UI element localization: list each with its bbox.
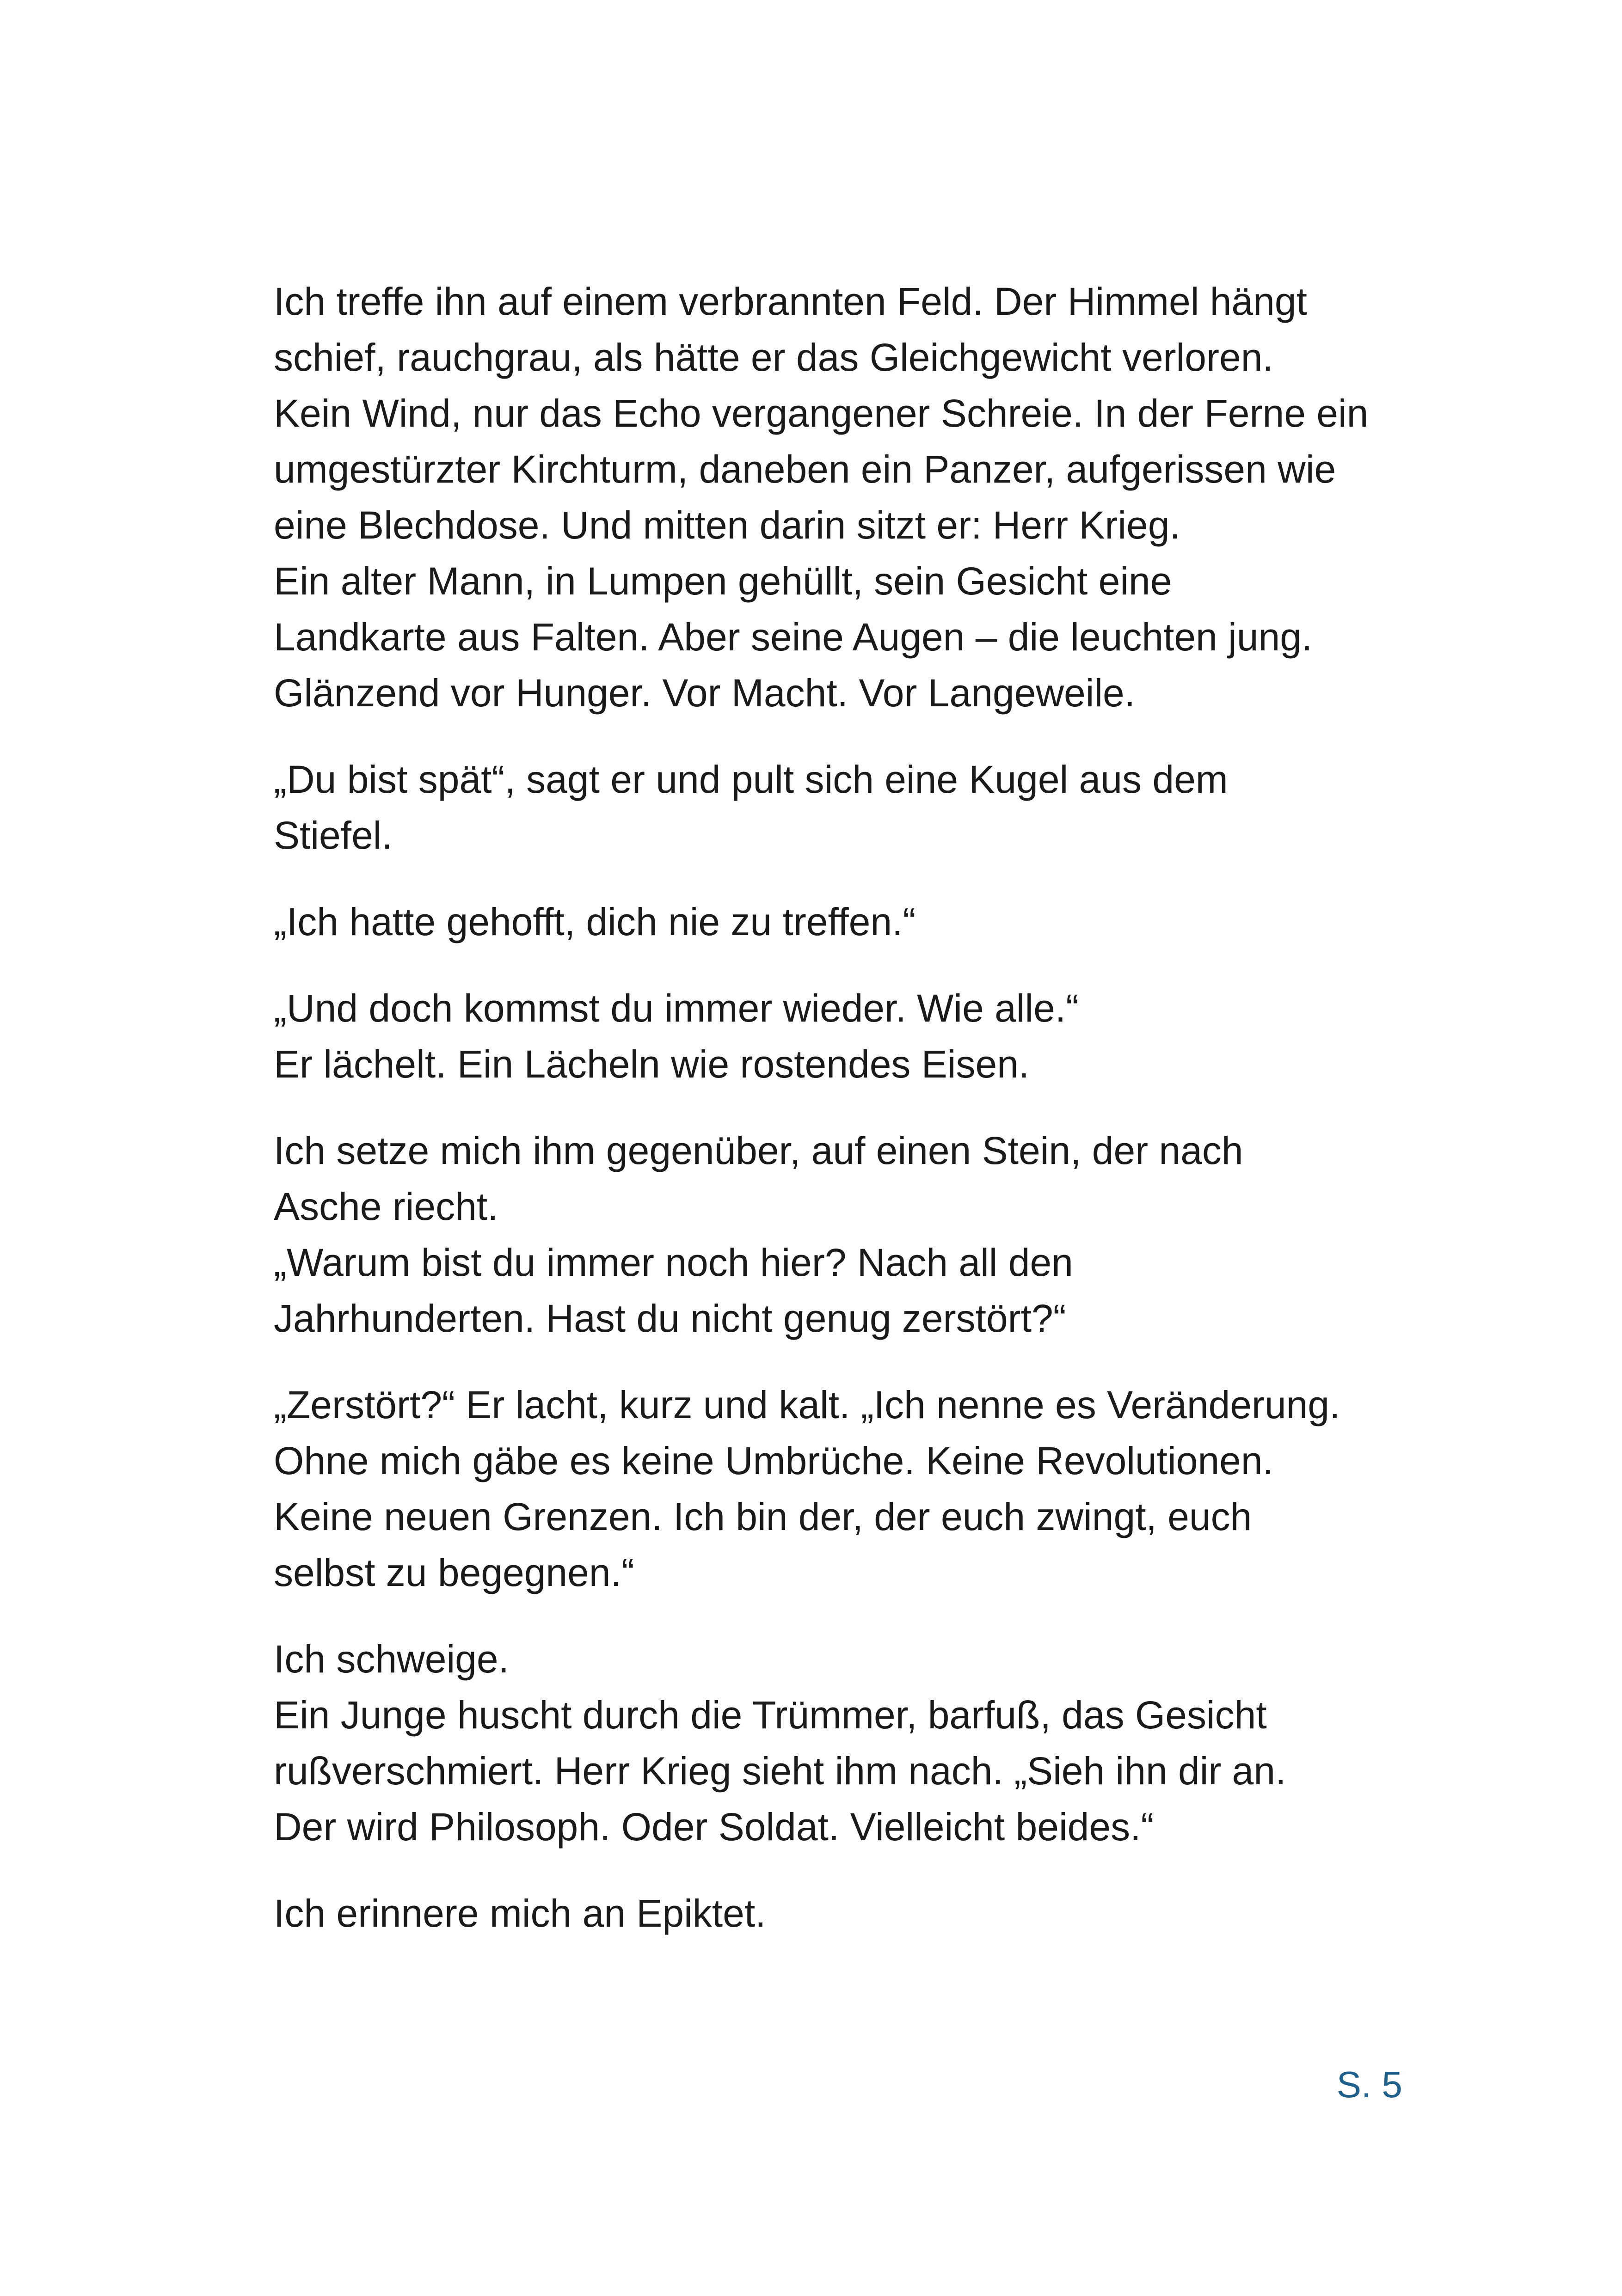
paragraph: „Und doch kommst du immer wieder. Wie alle.“ Er lächelt. Ein Lächeln wie rostendes Eisen. <box>274 986 1079 1086</box>
paragraph: Ich treffe ihn auf einem verbrannten Feld. Der Himmel hängt schief, rauchgrau, als hätte er das Gleichgewicht verloren. Kein Wind, nur das Echo vergangener Schreie. In der Ferne ein umgestürzter Kirchturm, daneben ein Panzer, aufgerissen wie eine Blechdose. Und mitten darin sitzt er: Herr Krieg. Ein alter Mann, in Lumpen gehüllt, sein Gesicht eine Landkarte aus Falten. Aber seine Augen – die leuchten jung. Glänzend vor Hunger. Vor Macht. Vor Langeweile. <box>274 280 1369 715</box>
body-text <box>274 274 1430 1972</box>
paragraph: „Zerstört?“ Er lacht, kurz und kalt. „Ich nenne es Veränderung. Ohne mich gäbe es keine Umbrüche. Keine Revolutionen. Keine neuen Grenzen. Ich bin der, der euch zwingt, euch selbst zu begegnen.“ <box>274 1383 1340 1594</box>
paragraph: „Du bist spät“, sagt er und pult sich eine Kugel aus dem Stiefel. <box>274 758 1228 857</box>
paragraph: Ich setze mich ihm gegenüber, auf einen Stein, der nach Asche riecht. „Warum bist du immer noch hier? Nach all den Jahrhunderten. Hast du nicht genug zerstört?“ <box>274 1129 1243 1340</box>
page-number: S. 5 <box>1336 2064 1402 2105</box>
paragraph: Ich erinnere mich an Epiktet. <box>274 1892 766 1935</box>
paragraph: „Ich hatte gehofft, dich nie zu treffen.“ <box>274 900 916 943</box>
paragraph: Ich schweige. Ein Junge huscht durch die Trümmer, barfuß, das Gesicht rußverschmiert. Herr Krieg sieht ihm nach. „Sieh ihn dir an. Der wird Philosoph. Oder Soldat. Vielleicht beides.“ <box>274 1637 1286 1849</box>
